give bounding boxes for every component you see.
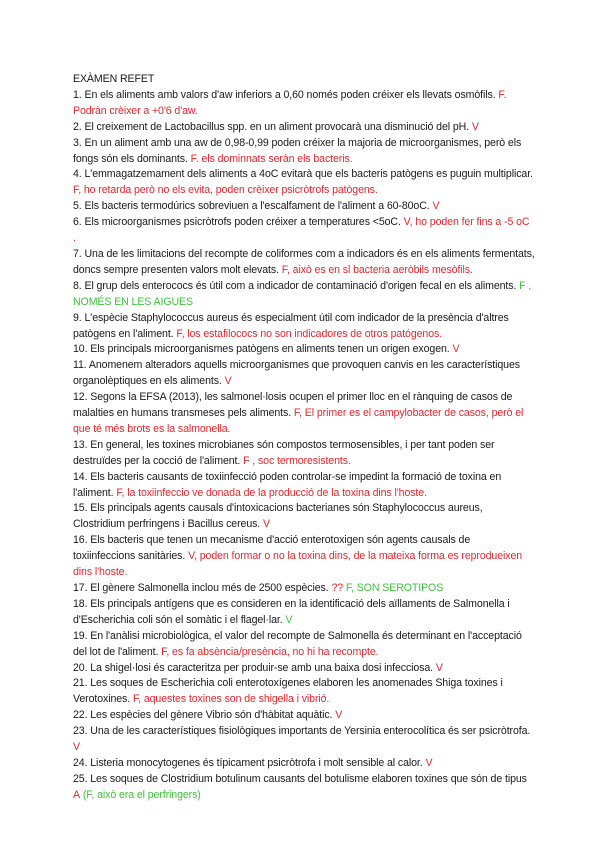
question-text: 17. El gènere Salmonella inclou més de 2500 espècies. xyxy=(73,582,329,594)
answer-text: (F, això era el perfringers) xyxy=(82,788,201,801)
question-text: 11. Anomenem alteradors aquells microorganismes que provoquen canvis en les característiques organolèptiques en els aliments. xyxy=(73,359,520,388)
question-text: 12. Segons la EFSA (2013), les salmonel·losis ocupen el primer lloc en el rànquing de casos de malalties en humans transmeses pels aliments. xyxy=(73,391,513,420)
question-text: 10. Els principals microorganismes patògens en aliments tenen un origen exogen. xyxy=(73,343,450,356)
answer-text: V, ho poden fer fins a -5 oC . xyxy=(73,216,530,245)
document-page xyxy=(73,72,535,804)
question-text: 9. L'espècie Staphylococcus aureus és especialment útil com indicador de la presència d'altres patògens en l'aliment. xyxy=(73,311,509,340)
question-text: 2. El creixement de Lactobacillus spp. en un aliment provocarà una disminució del pH. xyxy=(73,120,470,133)
question-list xyxy=(73,88,535,804)
question-item xyxy=(73,772,535,804)
answer-text: F. els dominnats seràn els bacteris. xyxy=(190,152,353,165)
answer-text: V xyxy=(452,343,460,356)
question-text: 18. Els principals antígens que es consideren en la identificació dels aïllaments de Salmonella i d'Escherichia coli són el somàtic i el flagel·lar. xyxy=(73,597,510,626)
question-text: 1. En els aliments amb valors d'aw inferiors a 0,60 només poden créixer els llevats osmòfils. xyxy=(73,88,496,101)
answer-text: V xyxy=(425,756,433,769)
answer-prefix: A xyxy=(73,788,80,801)
answer-text: F, la toxiinfeccio ve donada de la producció de la toxina dins l'hoste. xyxy=(116,486,427,499)
question-item xyxy=(73,199,535,215)
question-text: 15. Els principals agents causals d'intoxicacions bacterianes són Staphylococcus aureus, Clostridium perfringens i Bacillus cereus. xyxy=(73,502,483,531)
answer-text: F, aquestes toxines son de shigella i vibrió. xyxy=(132,693,330,706)
question-item xyxy=(73,311,535,343)
question-text: 7. Una de les limitacions del recompte de coliformes com a indicadors és en els aliments fermentats, doncs sempre presenten valors molt elevats. xyxy=(73,247,535,276)
answer-text: F, es fa absència/presència, no hi ha recompte. xyxy=(161,645,379,658)
question-item xyxy=(73,470,535,502)
question-item xyxy=(73,136,535,168)
answer-text: V xyxy=(224,375,232,388)
question-item xyxy=(73,215,535,247)
question-text: 24. Listeria monocytogenes és típicament psicròtrofa i molt sensible al calor. xyxy=(73,756,423,769)
answer-text: F, ho retarda però no els evita, poden crèixer psicròtrofs patògens. xyxy=(73,184,378,197)
question-item xyxy=(73,358,535,390)
question-item xyxy=(73,661,535,677)
question-text: 20. La shigel·losi és caracteritza per produir-se amb una baixa dosi infecciosa. xyxy=(73,661,434,674)
question-item xyxy=(73,676,535,708)
answer-text: V xyxy=(471,120,479,133)
answer-text: V xyxy=(432,200,440,213)
question-item xyxy=(73,88,535,120)
question-item xyxy=(73,597,535,629)
answer-text: F , soc termoresistents. xyxy=(243,454,351,467)
question-text: 5. Els bacteris termodúrics sobreviuen a l'escalfament de l'aliment a 60-80oC. xyxy=(73,200,430,213)
answer-text: F. Podràn crèixer a +0'6 d'aw. xyxy=(73,88,507,117)
question-item xyxy=(73,390,535,438)
question-item xyxy=(73,708,535,724)
answer-text: V xyxy=(285,613,293,626)
answer-text: F , NOMÉS EN LES AIGUES xyxy=(73,279,532,308)
question-text: 19. En l'anàlisi microbiològica, el valor del recompte de Salmonella és determinant en l'acceptació del lot de l'aliment. xyxy=(73,629,522,658)
question-item xyxy=(73,533,535,581)
answer-text: V xyxy=(73,741,80,754)
answer-text: V, poden formar o no la toxina dins, de la mateixa forma es reprodueixen dins l'hoste. xyxy=(73,550,523,579)
question-item xyxy=(73,581,535,597)
question-text: 25. Les soques de Clostridium botulinum causants del botulisme elaboren toxines que són de tipus xyxy=(73,772,527,785)
question-item xyxy=(73,120,535,136)
answer-prefix: ?? xyxy=(331,582,344,594)
question-item xyxy=(73,501,535,533)
answer-text: V xyxy=(435,661,443,674)
answer-text: F, SON SEROTIPOS xyxy=(345,582,444,594)
question-text: 23. Una de les característiques fisiològiques importants de Yersinia enterocolítica és ser psicròtrofa. xyxy=(73,725,531,738)
question-text: 21. Les soques de Escherichia coli enterotoxígenes elaboren les anomenades Shiga toxines i Verotoxines. xyxy=(73,677,503,706)
question-item xyxy=(73,629,535,661)
question-text: 13. En general, les toxines microbianes són compostos termosensibles, i per tant poden ser destruïdes per la cocció de l'aliment. xyxy=(73,438,495,467)
question-text: 14. Els bacteris causants de toxiinfecció poden controlar-se impedint la formació de toxina en l'aliment. xyxy=(73,470,502,499)
question-item xyxy=(73,279,535,311)
question-text: 3. En un aliment amb una aw de 0,98-0,99 poden créixer la majoria de microorganismes, però els fongs són els dominants. xyxy=(73,136,522,165)
document-title: EXÀMEN REFET xyxy=(73,73,155,85)
question-text: 4. L'emmagatzemament dels aliments a 4oC evitarà que els bacteris patògens es puguin multiplicar. xyxy=(73,168,533,181)
answer-text: F, El primer es el campylobacter de casos, però el que té més brots es la salmonella. xyxy=(73,407,524,435)
question-text: 6. Els microorganismes psicròtrofs poden créixer a temperatures <5oC. xyxy=(73,216,401,229)
question-text: 16. Els bacteris que tenen un mecanisme d'acció enterotoxigen són agents causals de toxiinfeccions sanitàries. xyxy=(73,534,471,563)
question-item xyxy=(73,342,535,358)
question-item xyxy=(73,247,535,279)
answer-text: F, això es en sl bacteria aeròbils mesòfils. xyxy=(281,263,473,276)
question-item xyxy=(73,756,535,772)
question-text: 8. El grup dels enterococs és útil com a indicador de contaminació d'origen fecal en els aliments. xyxy=(73,279,517,292)
question-item xyxy=(73,167,535,199)
question-text: 22. Les espècies del gènere Vibrio són d'hàbitat aquàtic. xyxy=(73,709,333,722)
answer-text: F, los estafilococs no son indicadores de otros patógenos. xyxy=(176,327,443,340)
answer-text: V xyxy=(263,518,270,531)
question-item xyxy=(73,724,535,756)
answer-text: V xyxy=(335,709,343,722)
question-item xyxy=(73,438,535,470)
